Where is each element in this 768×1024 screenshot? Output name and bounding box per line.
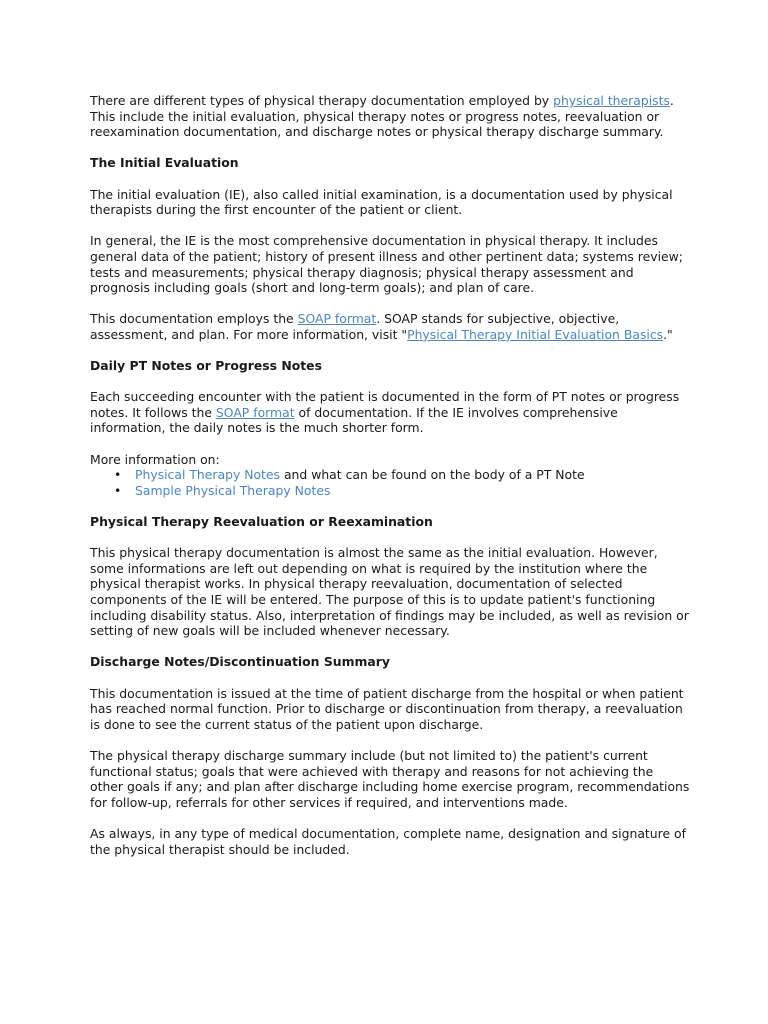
sample-physical-therapy-notes-link[interactable]: Sample Physical Therapy Notes bbox=[135, 482, 331, 498]
more-info-label: More information on: bbox=[90, 451, 220, 467]
initial-evaluation-paragraph-2: In general, the IE is the most comprehensive documentation in physical therapy. It includes general data of the patient; history of present illness and other pertinent data; systems review; tests and measurements; physical therapy diagnosis; physical therapy assessment and prognosis including goals (short and long-term goals); and plan of care. bbox=[90, 233, 683, 296]
soap-format-link-2[interactable]: SOAP format bbox=[215, 404, 295, 420]
discharge-heading: Discharge Notes/Discontinuation Summary bbox=[90, 654, 390, 670]
document-page bbox=[90, 93, 690, 873]
initial-evaluation-heading: The Initial Evaluation bbox=[90, 155, 239, 171]
discharge-paragraph-1: This documentation is issued at the time of patient discharge from the hospital or when patient has reached normal function. Prior to discharge or discontinuation from therapy, a reevaluation is done to see the current status of the patient upon discharge. bbox=[90, 685, 684, 732]
soap-format-link[interactable]: SOAP format bbox=[297, 311, 377, 327]
reevaluation-paragraph: This physical therapy documentation is almost the same as the initial evaluation. However, some informations are left out depending on what is required by the institution where the physical therapist works. In physical therapy reevaluation, documentation of selected components of the IE will be entered. The purpose of this is to update patient's functioning including disability status. Also, interpretation of findings may be included, as well as revision or setting of new goals will be included whenever necessary. bbox=[90, 545, 689, 639]
daily-notes-heading: Daily PT Notes or Progress Notes bbox=[90, 358, 322, 374]
physical-therapy-notes-link[interactable]: Physical Therapy Notes bbox=[135, 467, 280, 483]
intro-paragraph: There are different types of physical therapy documentation employed by physical therapists. This include the initial evaluation, physical therapy notes or progress notes, reevaluation or reexamination documentation, and discharge notes or physical therapy discharge summary. bbox=[90, 93, 674, 140]
discharge-paragraph-2: The physical therapy discharge summary include (but not limited to) the patient's current functional status; goals that were achieved with therapy and reasons for not achieving the other goals if any; and plan after discharge including home exercise program, recommendations for follow-up, referrals for other services if required, and interventions made. bbox=[90, 747, 690, 810]
initial-evaluation-basics-link[interactable]: Physical Therapy Initial Evaluation Basics bbox=[407, 326, 664, 342]
list-item bbox=[114, 482, 690, 499]
daily-notes-paragraph: Each succeeding encounter with the patient is documented in the form of PT notes or progress notes. It follows the SOAP format of documentation. If the IE involves comprehensive information, the daily notes is the much shorter form. bbox=[90, 389, 680, 436]
bullet-icon: • bbox=[114, 482, 122, 498]
bullet-icon: • bbox=[114, 467, 122, 483]
more-info-list bbox=[90, 467, 690, 498]
reevaluation-heading: Physical Therapy Reevaluation or Reexamination bbox=[90, 514, 433, 530]
initial-evaluation-paragraph-3: This documentation employs the SOAP format. SOAP stands for subjective, objective, assessment, and plan. For more information, visit "Physical Therapy Initial Evaluation Basics." bbox=[90, 311, 673, 342]
discharge-paragraph-3: As always, in any type of medical documentation, complete name, designation and signature of the physical therapist should be included. bbox=[90, 825, 686, 857]
initial-evaluation-paragraph-1: The initial evaluation (IE), also called initial examination, is a documentation used by physical therapists during the first encounter of the patient or client. bbox=[90, 186, 673, 218]
list-item: • Physical Therapy Notes and what can be found on the body of a PT Note bbox=[114, 467, 585, 483]
physical-therapists-link[interactable]: physical therapists bbox=[553, 93, 670, 108]
